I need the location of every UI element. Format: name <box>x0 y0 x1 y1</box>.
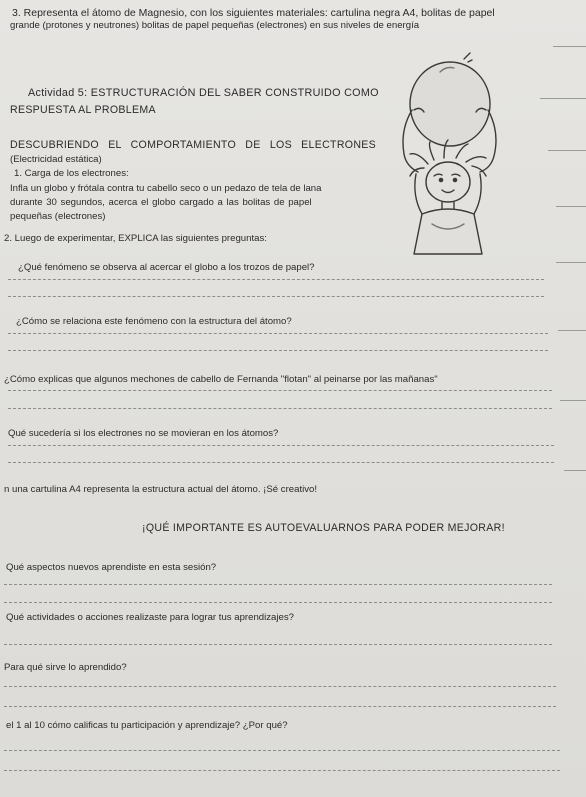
answer-line[interactable] <box>4 584 552 585</box>
answer-line[interactable] <box>8 445 554 446</box>
self-eval-question-2: Qué actividades o acciones realizaste para lograr tus aprendizajes? <box>6 612 294 623</box>
answer-line[interactable] <box>8 333 548 334</box>
edge-rule <box>560 400 586 401</box>
answer-line[interactable] <box>4 644 552 645</box>
question-2: ¿Cómo se relaciona este fenómeno con la estructura del átomo? <box>16 316 292 327</box>
question-4: Qué sucedería si los electrones no se movieran en los átomos? <box>8 428 279 439</box>
answer-line[interactable] <box>4 602 552 603</box>
step2-instruction: 2. Luego de experimentar, EXPLICA las siguientes preguntas: <box>4 233 267 244</box>
step1-line-2: durante 30 segundos, acerca el globo cargado a las bolitas de papel <box>10 197 312 208</box>
answer-line[interactable] <box>8 390 552 391</box>
edge-rule <box>556 262 586 263</box>
answer-line[interactable] <box>8 296 544 297</box>
answer-line[interactable] <box>8 350 548 351</box>
intro-line-2: grande (protones y neutrones) bolitas de papel pequeñas (electrones) en sus niveles de energía <box>10 20 420 31</box>
edge-rule <box>553 46 586 47</box>
answer-line[interactable] <box>4 706 556 707</box>
self-eval-heading: ¡QUÉ IMPORTANTE ES AUTOEVALUARNOS PARA PODER MEJORAR! <box>142 522 505 534</box>
activity-title: Actividad 5: ESTRUCTURACIÓN DEL SABER CONSTRUIDO COMO <box>28 87 379 99</box>
step1-title: 1. Carga de los electrones: <box>14 168 129 179</box>
answer-line[interactable] <box>4 750 560 751</box>
activity-subtitle: DESCUBRIENDO EL COMPORTAMIENTO DE LOS ELECTRONES <box>10 139 376 151</box>
self-eval-question-1: Qué aspectos nuevos aprendiste en esta sesión? <box>6 562 217 573</box>
answer-line[interactable] <box>8 408 552 409</box>
edge-rule <box>558 330 586 331</box>
edge-rule <box>564 470 586 471</box>
activity-title-2: RESPUESTA AL PROBLEMA <box>10 104 156 116</box>
step1-line-1: Infla un globo y frótala contra tu cabello seco o un pedazo de tela de lana <box>10 183 322 194</box>
answer-line[interactable] <box>8 279 544 280</box>
balloon-girl-illustration <box>368 52 586 262</box>
activity-subtitle-note: (Electricidad estática) <box>10 154 102 165</box>
answer-line[interactable] <box>4 686 556 687</box>
answer-line[interactable] <box>8 462 554 463</box>
intro-line-1: 3. Representa el átomo de Magnesio, con los siguientes materiales: cartulina negra A4, bolitas de papel <box>12 7 495 19</box>
closing-task: n una cartulina A4 representa la estructura actual del átomo. ¡Sé creativo! <box>4 484 318 495</box>
self-eval-question-4: el 1 al 10 cómo calificas tu participación y aprendizaje? ¿Por qué? <box>6 720 288 731</box>
question-1: ¿Qué fenómeno se observa al acercar el globo a los trozos de papel? <box>18 262 315 273</box>
self-eval-question-3: Para qué sirve lo aprendido? <box>4 662 127 673</box>
step1-line-3: pequeñas (electrones) <box>10 211 106 222</box>
answer-line[interactable] <box>4 770 560 771</box>
question-3: ¿Cómo explicas que algunos mechones de cabello de Fernanda "flotan" al peinarse por las mañanas" <box>4 374 438 385</box>
